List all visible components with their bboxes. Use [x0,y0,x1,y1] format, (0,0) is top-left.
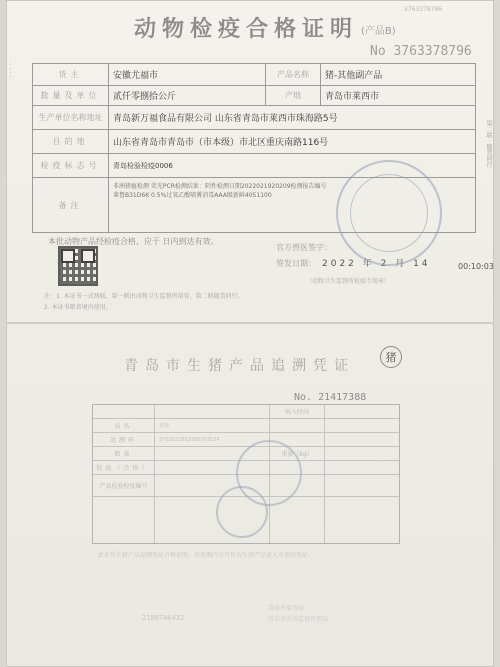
trace-row-label [93,405,155,418]
row-owner [33,64,475,86]
remark-line: 非洲猪瘟检测 荧光PCR检测结果：阴性检测日期2022021920209检测报告编号 [113,183,327,190]
trace-number: No. 21417388 [294,392,367,403]
trace-row-label [93,497,155,543]
trace-row-label: 品名 [93,419,155,432]
trace-row-label: 检疫（合格） [93,461,155,474]
quantity-label: 数量及单位 [33,86,109,105]
trace-row-value: 其他 [159,423,170,429]
left-margin-note: . . . . . [8,60,15,78]
pig-mark-icon: 猪 [380,346,402,368]
product-value: 猪-其他副产品 [325,71,383,81]
owner-label: 货主 [33,64,109,85]
inspection-mark-label: 检疫标志号 [33,154,109,177]
quantity-value: 贰仟零捌拾公斤 [113,92,177,102]
trace-serial: 2100746432 [142,614,185,622]
certificate-serial-top: 3763378796 [404,6,443,13]
issuer-line: 青岛市商务局 [268,605,305,612]
trace-row-label: 产品检验检疫编号 [93,475,155,496]
row-quantity [33,86,475,106]
origin-value: 青岛市莱西市 [325,92,380,102]
certificate-number: No 3763378796 [370,44,472,59]
issue-date: 2022 年 2 月 14 [322,259,431,269]
trace-seal-stamp-2 [216,486,268,538]
owner-value: 安徽尤福市 [113,71,159,81]
producer-label: 生产单位名称地址 [33,106,109,129]
trace-row-label2: 购入时间 [269,405,325,418]
trace-row-label: 追溯码 [93,433,155,446]
remark-line: 莱鲁B31D6K 0.5%过氧乙酸喷雾消毒AAA级新鲜4051100 [113,192,272,199]
trace-row-value: 3702021862980003524 [159,436,220,443]
qr-code-icon [58,246,98,286]
trace-row-label: 数量 [93,447,155,460]
trace-title: 青岛市生猪产品追溯凭证 [124,358,355,374]
trace-footer: 此证凭生猪产品追溯凭证合格证明，有效期内方可作为生猪产品进入市场的凭证。 [98,552,315,559]
page-fold [6,322,494,324]
note-line: 注：1. 本证书一式两联，第一联由动物卫生监督所留存，第二联随货同行。 [44,293,244,300]
product-label: 产品名称 [265,64,321,85]
note-line: 2. 本证书限省境内使用。 [44,304,112,311]
issue-date-label: 签发日期： [276,259,316,268]
issue-time: 00:10:03 [458,262,494,271]
producer-value: 青岛新万福食品有限公司 山东省青岛市莱西市珠海路5号 [113,114,338,124]
document-page [6,0,494,667]
row-producer [33,106,475,130]
official-seal-inner-ring [350,174,428,252]
supervise-org: （动物卫生监督所检疫专用章） [306,278,391,285]
row-destination [33,130,475,154]
destination-label: 目的地 [33,130,109,153]
trace-row-label2 [269,419,325,432]
trace-issuer [268,603,328,625]
inspection-mark-value: 青岛检验检疫0006 [113,161,173,170]
validity-statement: 本批动物产品经检疫合格，应于 日内到达有效。 [48,237,219,246]
certificate-notes [44,291,244,313]
certificate-title: 动物检疫合格证明 [134,16,359,42]
trace-row [93,419,399,433]
remarks-label: 备注 [33,178,109,233]
vet-signature-label: 官方兽医签字： [276,243,332,252]
origin-label: 产地 [265,86,321,105]
certificate-version: (产品B) [361,26,396,37]
trace-row-label2: 重量（kg） [269,447,325,460]
trace-row [93,433,399,447]
destination-value: 山东省青岛市青岛市（市本级）市北区重庆南路116号 [113,138,329,148]
right-margin-note: 第二联 · 随货同行 [485,120,492,168]
trace-row [93,405,399,419]
issuer-line: 青岛市市场监督管理局 [268,616,329,623]
